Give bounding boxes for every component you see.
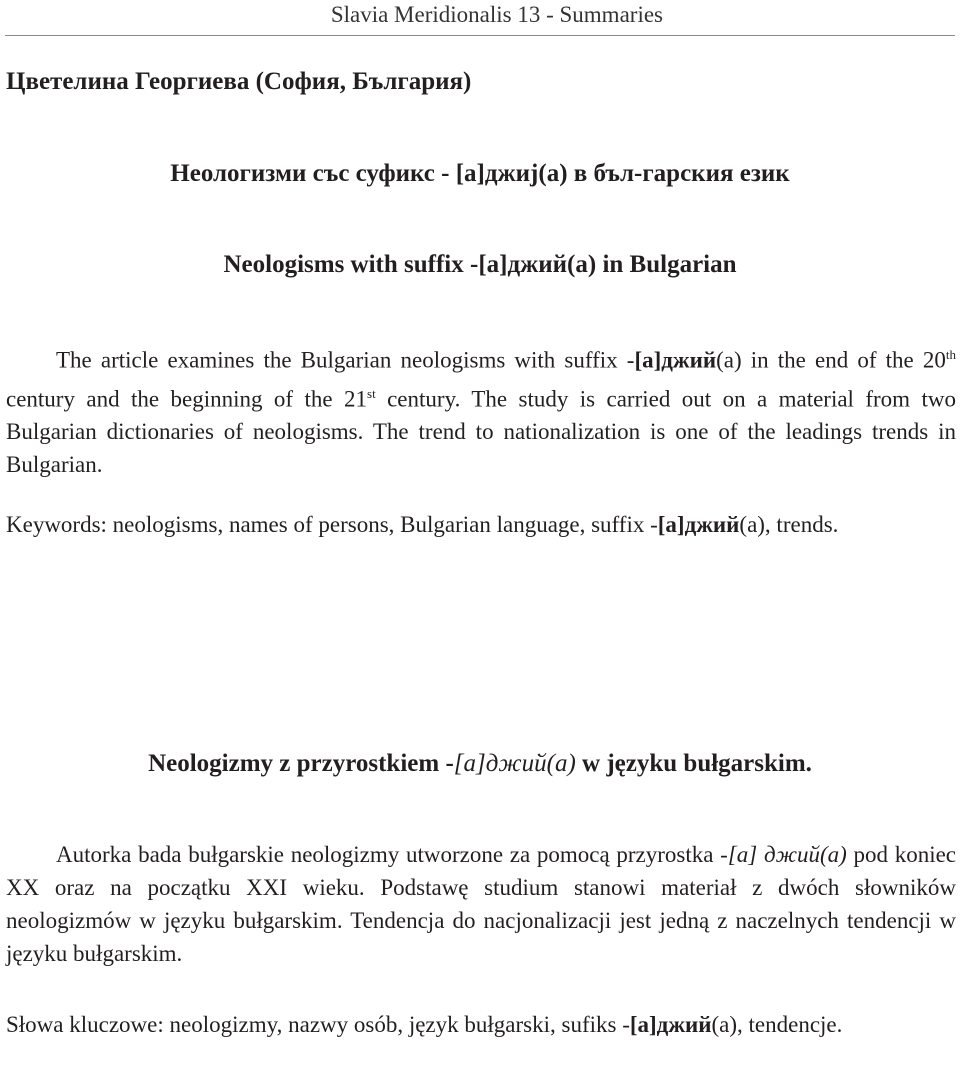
header-rule	[5, 35, 955, 36]
title-polish: Neologizmy z przyrostkiem -[a]джий(a) w języku bułgarskim.	[148, 750, 812, 777]
author-line: Цветелина Георгиева (София, България)	[6, 68, 472, 95]
title-english: Neologisms with suffix -[а]джий(а) in Bulgarian	[223, 251, 737, 278]
keywords-english: Keywords: neologisms, names of persons, Bulgarian language, suffix -[а]джий(a), trends.	[6, 512, 839, 537]
title-bulgarian: Неологизми със суфикс - [а]джиј(а) в бъл-гарския език	[170, 160, 790, 187]
abstract-polish: Autorka bada bułgarskie neologizmy utworzone za pomocą przyrostka -[a] джий(a) pod koniec XX oraz na początku XXI wieku. Podstawę studium stanowi materiał z dwóch słowników neologizmów w języku bułgarskim. Tendencja do nacjonalizacji jest jedną z naczelnych tendencji w języku bułgarskim.	[6, 842, 957, 966]
keywords-polish: Słowa kluczowe: neologizmy, nazwy osób, język bułgarski, sufiks -[а]джий(a), tendencje.	[6, 1012, 843, 1037]
running-head: Slavia Meridionalis 13 - Summaries	[330, 2, 663, 27]
abstract-english: The article examines the Bulgarian neologisms with suffix -[а]джий(a) in the end of the 20th century and the beginning of the 21st century. The study is carried out on a material from two Bulgarian dictionaries of neologisms. The trend to nationalization is one of the leadings trends in Bulgarian.	[6, 347, 956, 478]
